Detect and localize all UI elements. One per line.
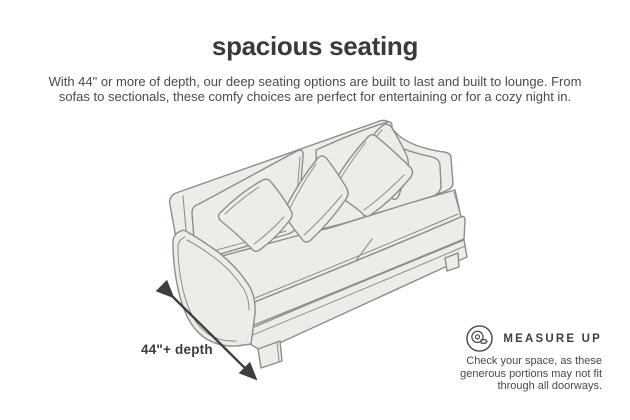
measure-up-heading: MEASURE UP bbox=[503, 332, 602, 345]
description-line-1: With 44" or more of depth, our deep seating options are built to last and built to lounge. From bbox=[48, 74, 582, 89]
measure-up-header bbox=[412, 324, 602, 353]
tape-measure-icon bbox=[465, 324, 494, 353]
depth-dimension-label: 44"+ depth bbox=[141, 342, 213, 357]
measure-up-caption bbox=[412, 355, 602, 393]
measure-up-caption-line-2: generous portions may not fit bbox=[460, 367, 602, 380]
description-line-2: sofas to sectionals, these comfy choices are perfect for entertaining or for a cozy night in. bbox=[58, 89, 572, 104]
measure-up-section bbox=[412, 324, 602, 393]
measure-up-caption-line-3: through all doorways. bbox=[497, 380, 602, 393]
page-title: spacious seating bbox=[211, 31, 419, 61]
measure-up-caption-line-1: Check your space, as these bbox=[466, 355, 602, 367]
